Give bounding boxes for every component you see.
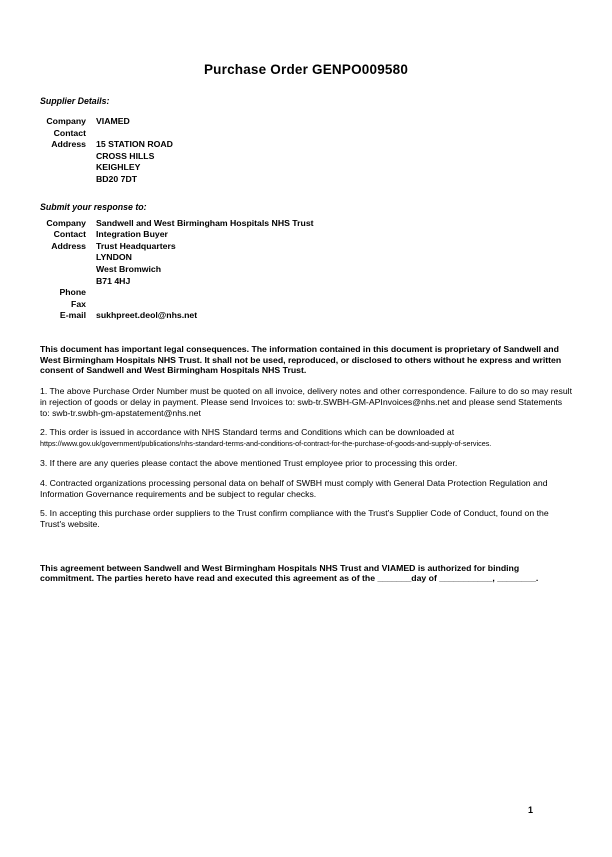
field-label-blank [40,276,86,288]
page-title: Purchase Order GENPO009580 [203,62,409,77]
terms-list [40,386,572,530]
field-value-company: Sandwell and West Birmingham Hospitals NHS Trust [96,217,314,228]
field-value-address-line3: West Bromwich [96,263,162,274]
term-paragraph-5 [40,508,572,530]
field-value-phone [96,287,572,299]
field-label-blank [40,162,86,174]
submit-response-heading: Submit your response to: [40,201,147,212]
field-label-blank [40,174,86,186]
term-paragraph-4 [40,478,572,500]
field-label-company: Company [46,217,86,228]
field-value-company: VIAMED [96,116,130,126]
legal-notice-paragraph: This document has important legal consequences. The information contained in this document is proprietary of Sandwell and West Birmingham Hospitals NHS Trust. It shall not be used, reproduced, or disclosed to others without he express and written consent of Sandwell and West Birmingham Hospitals NHS Trust. [40,343,562,376]
field-label-contact: Contact [53,229,86,240]
field-value-address-line3: KEIGHLEY [96,162,141,173]
agreement-paragraph: This agreement between Sandwell and West Birmingham Hospitals NHS Trust and VIAMED is authorized for binding commitment. The parties hereto have read and executed this agreement as of the _______day of ___________, ________. [40,562,539,584]
field-value-address-line4: B71 4HJ [96,275,131,286]
term-3-text: 3. If there are any queries please contact the above mentioned Trust employee prior to processing this order. [40,458,458,469]
term-2-text: 2. This order is issued in accordance with NHS Standard terms and Conditions which can be downloaded at [40,426,455,437]
field-value-fax [96,299,572,311]
field-label-blank [40,252,86,264]
page-number: 1 [528,805,534,815]
field-label-blank [40,264,86,276]
term-paragraph-3 [40,458,572,469]
field-value-address-line1: Trust Headquarters [96,240,176,251]
field-value-address-line2: LYNDON [96,252,132,263]
term-4-text: 4. Contracted organizations processing personal data on behalf of SWBH must comply with General Data Protection Regulation and Information Governance requirements and be subject to regular checks. [40,477,548,499]
term-paragraph-1 [40,386,572,419]
supplier-details-block [40,116,572,186]
field-label-company: Company [46,116,86,126]
field-value-address-line1: 15 STATION ROAD [96,139,173,150]
supplier-details-heading: Supplier Details: [40,96,110,106]
field-value-address-line4: BD20 7DT [96,173,138,184]
field-label-phone: Phone [59,287,86,298]
field-value-contact [96,128,572,140]
field-label-address: Address [51,240,86,251]
field-label-email: E-mail [59,310,86,321]
field-label-contact: Contact [53,127,86,138]
field-label-address: Address [51,139,86,150]
field-label-fax: Fax [71,298,86,309]
submit-response-block [40,218,572,322]
term-5-text: 5. In accepting this purchase order suppliers to the Trust confirm compliance with the Trust's Supplier Code of Conduct, found on the Trust's website. [40,507,549,529]
field-value-email: sukhpreet.deol@nhs.net [96,310,198,321]
field-value-address-line2: CROSS HILLS [96,150,155,161]
field-value-contact: Integration Buyer [96,229,168,240]
term-paragraph-2 [40,427,572,450]
field-label-blank [40,151,86,163]
terms-conditions-url: https://www.gov.uk/government/publications/nhs-standard-terms-and-conditions-of-contract-for-the-purchase-of-goods-and-supply-of-services. [40,438,492,448]
term-1-text: 1. The above Purchase Order Number must be quoted on all invoice, delivery notes and other correspondence. Failure to do so may result in rejection of goods or delay in payment. Please send Invoices to: swb-tr.SWBH-GM-APInvoices@nhs.net and please send Statements to: swb-tr.swbh-gm-apstatement@nhs.net [40,385,572,418]
